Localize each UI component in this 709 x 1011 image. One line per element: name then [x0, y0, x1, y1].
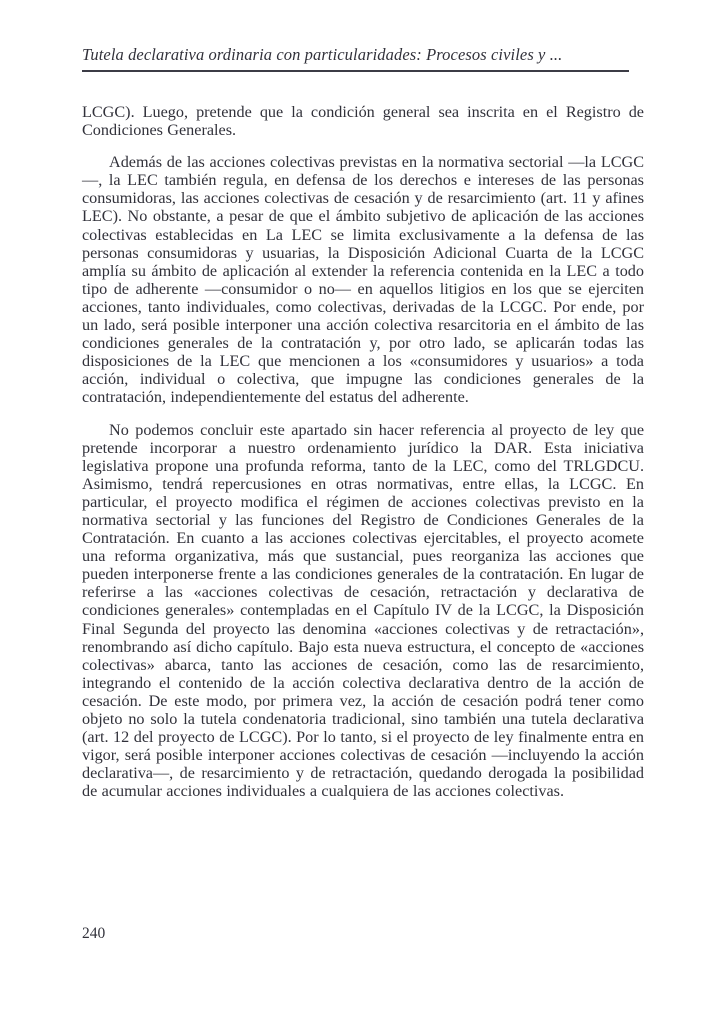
paragraph: No podemos concluir este apartado sin hacer referencia al proyecto de ley que pretende incorporar a nuestro ordenamiento jurídico la DAR. Esta iniciativa legislativa propone una profunda reforma, tanto de la LEC, como del TRLGDCU. Asimismo, tendrá repercusiones en otras normativas, entre ellas, la LCGC. En particular, el proyecto modifica el régimen de acciones colectivas previsto en la normativa sectorial y las funciones del Registro de Condiciones Generales de la Contratación. En cuanto a las acciones colectivas ejercitables, el proyecto acomete una reforma organizativa, más que sustancial, pues reorganiza las acciones que pueden interponerse frente a las condiciones generales de la contratación. En lugar de referirse a las «acciones colectivas de cesación, retractación y declarativa de condiciones generales» contempladas en el Capítulo IV de la LCGC, la Disposición Final Segunda del proyecto las denomina «acciones colectivas y de retractación», renombrando así dicho capítulo. Bajo esta nueva estructura, el concepto de «acciones colectivas» abarca, tanto las acciones de cesación, como las de resarcimiento, integrando el contenido de la acción colectiva declarativa dentro de la acción de cesación. De este modo, por primera vez, la acción de cesación podrá tener como objeto no solo la tutela condenatoria tradicional, sino también una tutela declarativa (art. 12 del proyecto de LCGC). Por lo tanto, si el proyecto de ley finalmente entra en vigor, será posible interponer acciones colectivas de cesación —incluyendo la acción declarativa—, de resarcimiento y de retractación, quedando derogada la posibilidad de acumular acciones individuales a cualquiera de las acciones colectivas.	[82, 420, 644, 801]
running-header-title: Tutela declarativa ordinaria con particularidades: Procesos civiles y ...	[82, 45, 629, 72]
paragraph: Además de las acciones colectivas previstas en la normativa sectorial —la LCGC—, la LEC también regula, en defensa de los derechos e intereses de las personas consumidoras, las acciones colectivas de cesación y de resarcimiento (art. 11 y afines LEC). No obstante, a pesar de que el ámbito subjetivo de aplicación de las acciones colectivas establecidas en La LEC se limita exclusivamente a la defensa de las personas consumidoras y usuarias, la Disposición Adicional Cuarta de la LCGC amplía su ámbito de aplicación al extender la referencia contenida en la LEC a todo tipo de adherente —consumidor o no— en aquellos litigios en los que se ejerciten acciones, tanto individuales, como colectivas, derivadas de la LCGC. Por ende, por un lado, será posible interponer una acción colectiva resarcitoria en el ámbito de las condiciones generales de la contratación y, por otro lado, se aplicarán todas las disposiciones de la LEC que mencionen a los «consumidores y usuarios» a toda acción, individual o colectiva, que impugne las condiciones generales de la contratación, independientemente del estatus del adherente.	[82, 153, 644, 407]
page-number: 240	[82, 925, 106, 942]
page-body-text	[82, 103, 644, 800]
paragraph-continuation: LCGC). Luego, pretende que la condición general sea inscrita en el Registro de Condiciones Generales.	[82, 103, 644, 140]
